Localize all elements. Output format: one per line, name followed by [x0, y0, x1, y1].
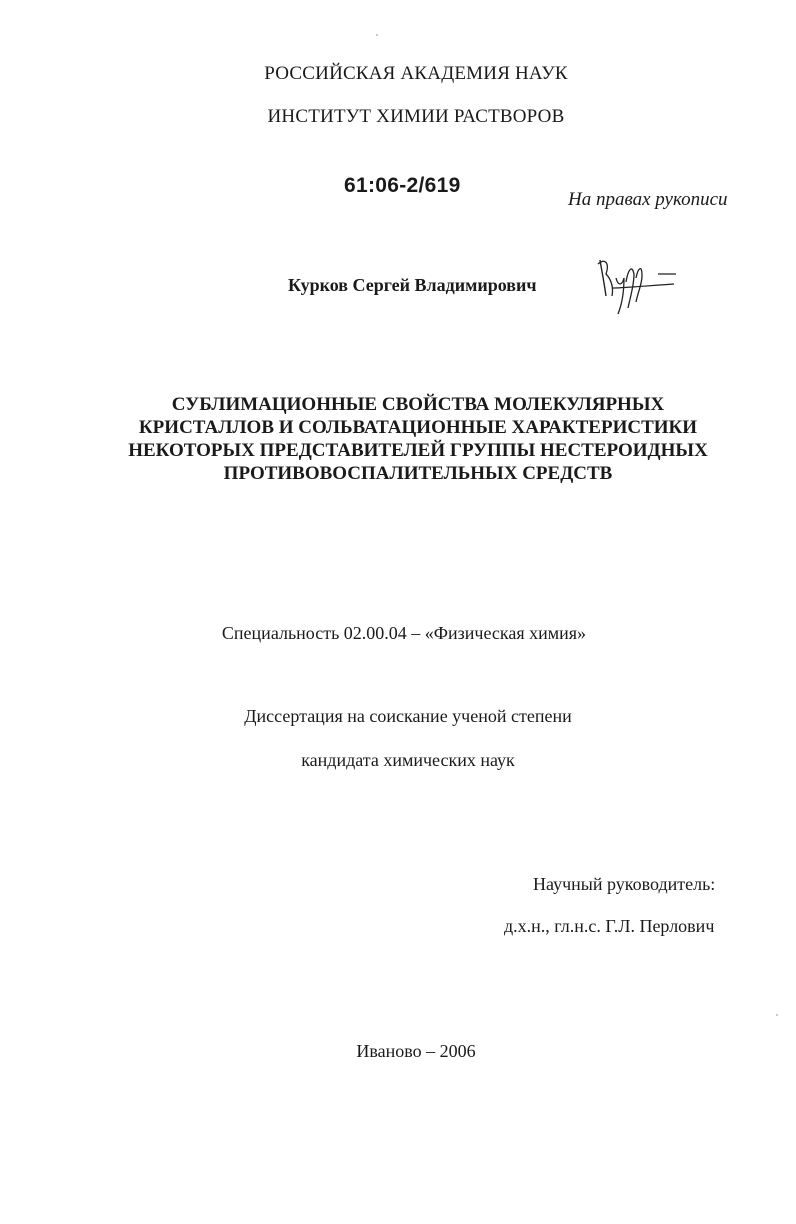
- city-year: Иваново – 2006: [356, 1041, 476, 1061]
- rights-note: На правах рукописи: [568, 189, 728, 210]
- scan-speck: [776, 1014, 778, 1016]
- supervisor-name: д.х.н., гл.н.с. Г.Л. Перлович: [504, 916, 715, 936]
- author-name: Курков Сергей Владимирович: [288, 275, 537, 295]
- degree-line-1: Диссертация на соискание ученой степени: [244, 706, 572, 726]
- author-signature: [592, 252, 682, 322]
- specialty: Специальность 02.00.04 – «Физическая химия»: [221, 623, 587, 643]
- institute-name: ИНСТИТУТ ХИМИИ РАСТВОРОВ: [267, 106, 565, 127]
- title-line: СУБЛИМАЦИОННЫЕ СВОЙСТВА МОЛЕКУЛЯРНЫХ: [171, 394, 665, 415]
- title-line: ПРОТИВОВОСПАЛИТЕЛЬНЫХ СРЕДСТВ: [223, 463, 613, 484]
- organization-name: РОССИЙСКАЯ АКАДЕМИЯ НАУК: [264, 63, 568, 84]
- dissertation-title: [10, 393, 796, 485]
- title-line: КРИСТАЛЛОВ И СОЛЬВАТАЦИОННЫЕ ХАРАКТЕРИСТИКИ: [138, 417, 698, 438]
- degree-line-2: кандидата химических наук: [301, 750, 515, 770]
- catalog-code: 61:06-2/619: [344, 174, 461, 197]
- title-line: НЕКОТОРЫХ ПРЕДСТАВИТЕЛЕЙ ГРУППЫ НЕСТЕРОИДНЫХ: [128, 440, 708, 461]
- supervisor-label: Научный руководитель:: [533, 874, 716, 894]
- scan-speck: [376, 34, 378, 36]
